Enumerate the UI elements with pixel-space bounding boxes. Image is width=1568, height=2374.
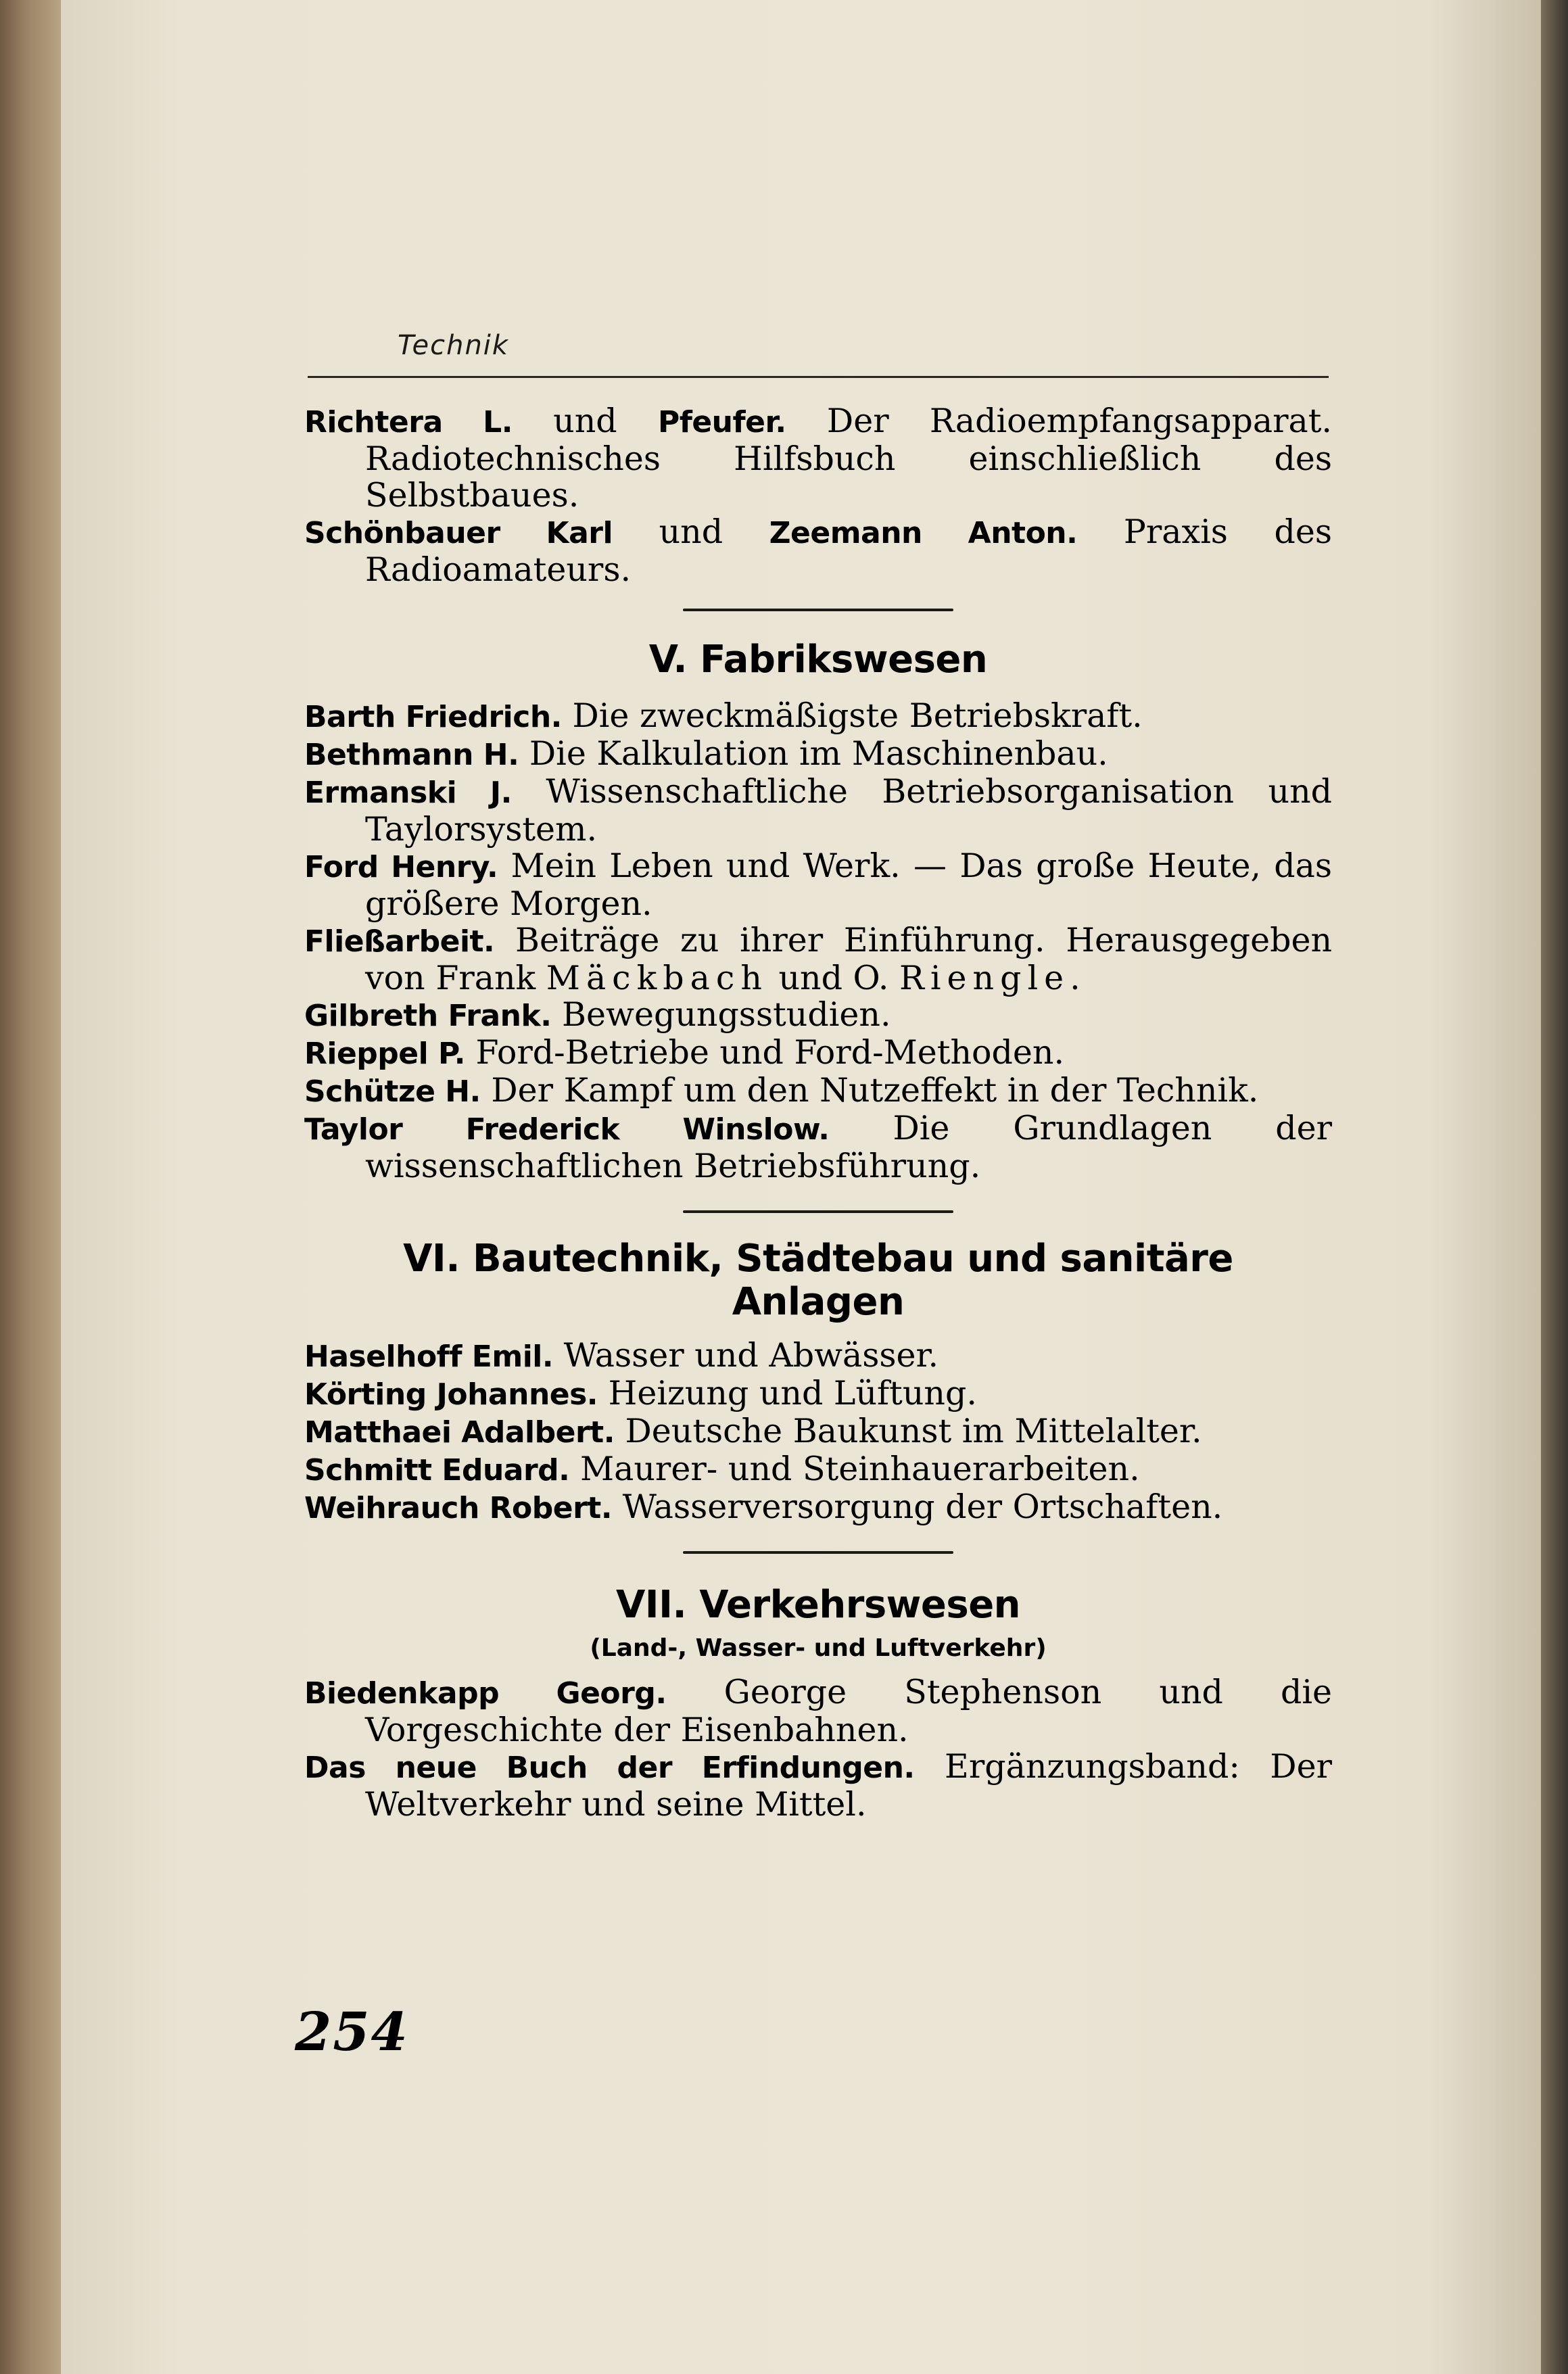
- bibliography-text: [304, 403, 1332, 1823]
- entry-title: Die Kalkulation im Maschinenbau.: [519, 734, 1108, 773]
- section-divider: [683, 1210, 953, 1213]
- bibliography-entry: [304, 1110, 1332, 1185]
- bibliography-entry: [304, 1375, 1332, 1413]
- entry-author: Schütze H.: [304, 1074, 481, 1109]
- section-subtitle: (Land-, Wasser- und Luftverkehr): [590, 1634, 1047, 1662]
- entry-title: Der Radioempfangsapparat. Radiotechnisches Hilfsbuch einschließlich des Selbstbaues.: [365, 402, 1332, 515]
- bibliography-entry: [304, 997, 1332, 1035]
- entry-author: Körting Johannes.: [304, 1377, 598, 1412]
- entry-author: Barth Friedrich.: [304, 700, 562, 734]
- section-divider: [683, 609, 953, 611]
- entry-author: Ermanski J.: [304, 776, 512, 810]
- bibliography-entry: [304, 774, 1332, 848]
- entry-title: Die zweckmäßigste Betriebskraft.: [561, 696, 1143, 735]
- bibliography-entry: [304, 698, 1332, 736]
- entry-author: Haselhoff Emil.: [304, 1339, 554, 1374]
- spaced-name: Mäckbach: [546, 959, 768, 997]
- entry-author: Taylor Frederick Winslow.: [304, 1112, 830, 1147]
- entry-title: Wasser und Abwässer.: [553, 1336, 939, 1375]
- section-title-bautechnik: VI. Bautechnik, Städtebau und sanitäre Anlagen: [403, 1237, 1233, 1324]
- bibliography-entry: [304, 1451, 1332, 1489]
- bibliography-entry: [304, 1674, 1332, 1749]
- entry-author: Das neue Buch der Erfindungen.: [304, 1751, 915, 1785]
- entry-title: George Stephenson und die Vorgeschichte der Eisenbahnen.: [365, 1673, 1332, 1749]
- book-spine-edge: [0, 0, 68, 2374]
- entry-title: Der Kampf um den Nutzeffekt in der Technik.: [480, 1071, 1259, 1110]
- entry-title: Maurer- und Steinhauerarbeiten.: [569, 1450, 1140, 1488]
- entry-title: Ergänzungsband: Der Weltverkehr und seine Mittel.: [365, 1747, 1332, 1824]
- page-number: 254: [295, 2001, 409, 2063]
- entry-title: Praxis des Radioamateurs.: [365, 513, 1332, 589]
- bibliography-entry: [304, 736, 1332, 774]
- entry-title: Deutsche Baukunst im Mittelalter.: [614, 1412, 1202, 1450]
- bibliography-entry: [304, 1337, 1332, 1375]
- entry-title: Heizung und Lüftung.: [598, 1374, 977, 1412]
- section-divider: [683, 1551, 953, 1554]
- bibliography-entry: Richtera L. und Pfeufer. Der Radioempfangsapparat. Radiotechnisches Hilfsbuch einschließlich des Selbstbaues.: [304, 402, 1332, 515]
- section-title-verkehrswesen: VII. Verkehrswesen: [615, 1583, 1021, 1627]
- entry-title: Die Grundlagen der wissenschaftlichen Betriebsführung.: [365, 1109, 1332, 1185]
- header-rule: [308, 376, 1329, 378]
- bibliography-entry: [304, 1072, 1332, 1110]
- entry-author: Bethmann H.: [304, 738, 519, 772]
- entry-author: Schönbauer Karl: [304, 516, 613, 550]
- bibliography-entry: Fließarbeit. Beiträge zu ihrer Einführung. Herausgegeben von Frank Mäckbach und O. Riengle.: [304, 921, 1332, 997]
- entry-title: Mein Leben und Werk. — Das große Heute, das größere Morgen.: [365, 847, 1333, 923]
- bibliography-entry: [304, 1489, 1332, 1527]
- bibliography-entry: [304, 1413, 1332, 1451]
- entry-coauthor: Zeemann Anton.: [769, 516, 1078, 550]
- entry-author: Ford Henry.: [304, 850, 498, 884]
- bibliography-entry: [304, 1035, 1332, 1072]
- entry-title: Wissenschaftliche Betriebsorganisation und Taylorsystem.: [365, 772, 1333, 849]
- entry-author: Gilbreth Frank.: [304, 999, 552, 1033]
- book-edge-right: [1541, 0, 1568, 2374]
- entry-title: Ford-Betriebe und Ford-Methoden.: [465, 1033, 1065, 1072]
- entry-title: Bewegungsstudien.: [551, 995, 891, 1034]
- bibliography-entry: [304, 848, 1332, 922]
- spaced-name: Riengle: [899, 959, 1070, 997]
- running-head: Technik: [398, 330, 510, 361]
- entry-title: Wasserversorgung der Ortschaften.: [612, 1488, 1223, 1526]
- entry-author: Matthaei Adalbert.: [304, 1415, 615, 1450]
- bibliography-entry: Schönbauer Karl und Zeemann Anton. Praxis des Radioamateurs.: [304, 513, 1332, 589]
- entry-author: Biedenkapp Georg.: [304, 1676, 667, 1711]
- entry-author: Richtera L.: [304, 405, 513, 440]
- entry-coauthor: Pfeufer.: [657, 405, 786, 440]
- entry-author: Schmitt Eduard.: [304, 1453, 570, 1488]
- entry-author: Rieppel P.: [304, 1037, 465, 1071]
- bibliography-entry: [304, 1749, 1332, 1823]
- entry-author: Fließarbeit.: [304, 924, 495, 959]
- entry-author: Weihrauch Robert.: [304, 1491, 613, 1525]
- section-title-fabrikswesen: V. Fabrikswesen: [648, 638, 988, 682]
